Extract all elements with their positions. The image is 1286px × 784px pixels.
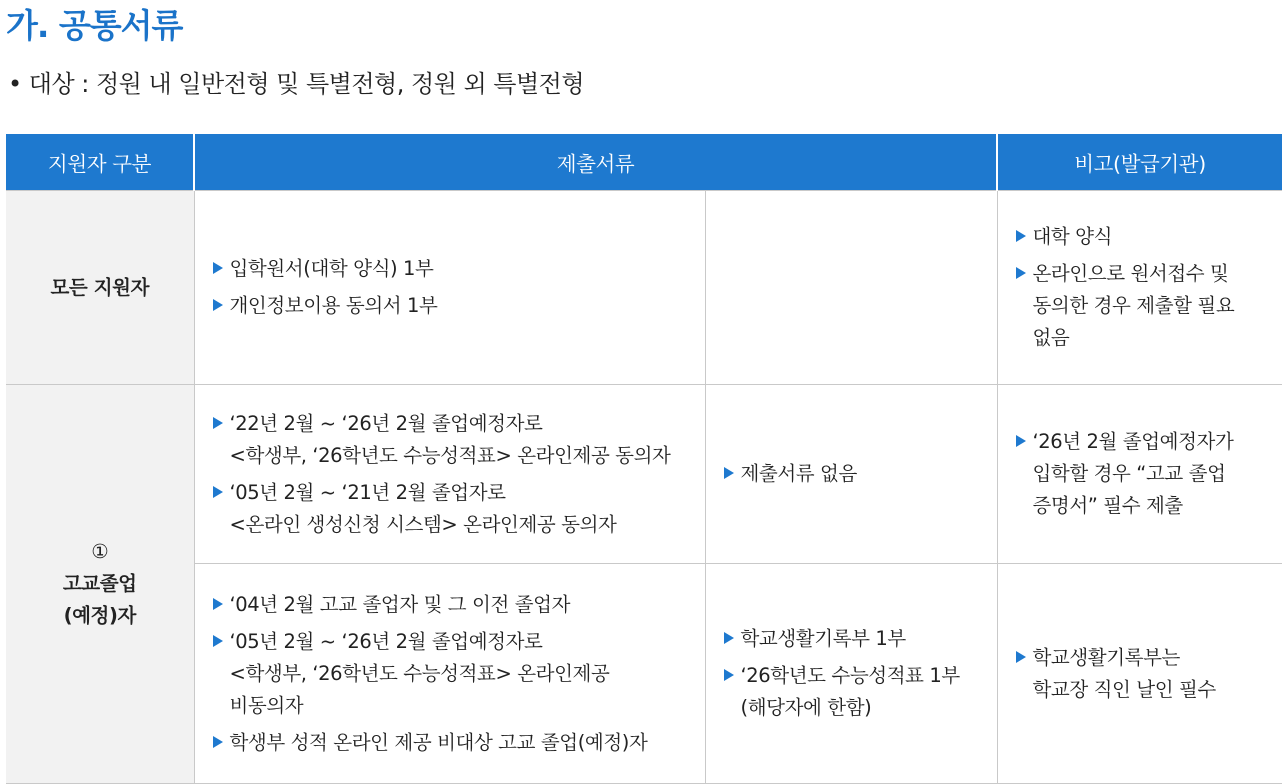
table-header-row — [6, 134, 1282, 191]
section-title: 가. 공통서류 — [6, 6, 183, 45]
list-item: 온라인으로 원서접수 및 동의한 경우 제출할 필요 없음 — [1016, 258, 1283, 354]
list-item: ‘26학년도 수능성적표 1부 (해당자에 한함) — [724, 660, 997, 724]
category-high-school-graduates — [6, 385, 194, 784]
list-item: 학교생활기록부 1부 — [724, 623, 997, 655]
list-item: ‘04년 2월 고교 졸업자 및 그 이전 졸업자 — [213, 589, 705, 621]
triangle-bullet-icon — [1016, 267, 1026, 279]
triangle-bullet-icon — [213, 635, 223, 647]
list-item: 개인정보이용 동의서 1부 — [213, 290, 705, 322]
triangle-bullet-icon — [213, 262, 223, 274]
list-item: ‘05년 2월 ~ ‘26년 2월 졸업예정자로 <학생부, ‘26학년도 수능성적표> 온라인제공 비동의자 — [213, 626, 705, 722]
submit-cell — [705, 564, 997, 784]
list-item: 학생부 성적 온라인 제공 비대상 고교 졸업(예정)자 — [213, 727, 705, 759]
list-item: 대학 양식 — [1016, 221, 1283, 253]
documents-table — [6, 134, 1282, 784]
triangle-bullet-icon — [1016, 230, 1026, 242]
list-item: ‘22년 2월 ~ ‘26년 2월 졸업예정자로 <학생부, ‘26학년도 수능성적표> 온라인제공 동의자 — [213, 408, 705, 472]
docs-cell — [194, 564, 705, 784]
list-item: 제출서류 없음 — [724, 458, 997, 490]
header-applicant: 지원자 구분 — [6, 134, 194, 191]
submit-cell-empty — [705, 191, 997, 385]
triangle-bullet-icon — [724, 632, 734, 644]
docs-cell — [194, 191, 705, 385]
table-row — [6, 191, 1282, 385]
header-remarks: 비고(발급기관) — [997, 134, 1282, 191]
docs-cell — [194, 385, 705, 564]
triangle-bullet-icon — [1016, 651, 1026, 663]
triangle-bullet-icon — [213, 417, 223, 429]
list-item: 입학원서(대학 양식) 1부 — [213, 253, 705, 285]
triangle-bullet-icon — [724, 669, 734, 681]
table-row — [6, 385, 1282, 564]
target-line: • 대상 : 정원 내 일반전형 및 특별전형, 정원 외 특별전형 — [8, 70, 585, 98]
category-number: ① — [91, 540, 109, 563]
list-item: 학교생활기록부는 학교장 직인 날인 필수 — [1016, 642, 1283, 706]
submit-cell — [705, 385, 997, 564]
list-item: ‘05년 2월 ~ ‘21년 2월 졸업자로 <온라인 생성신청 시스템> 온라인제공 동의자 — [213, 477, 705, 541]
remarks-cell — [997, 564, 1282, 784]
remarks-cell — [997, 385, 1282, 564]
triangle-bullet-icon — [213, 736, 223, 748]
remarks-cell — [997, 191, 1282, 385]
category-label-line2: (예정)자 — [63, 604, 136, 627]
triangle-bullet-icon — [213, 299, 223, 311]
table-row — [6, 564, 1282, 784]
triangle-bullet-icon — [213, 598, 223, 610]
category-label-line1: 고교졸업 — [62, 572, 137, 595]
triangle-bullet-icon — [724, 467, 734, 479]
category-all-applicants: 모든 지원자 — [6, 191, 194, 385]
triangle-bullet-icon — [1016, 435, 1026, 447]
triangle-bullet-icon — [213, 486, 223, 498]
list-item: ‘26년 2월 졸업예정자가 입학할 경우 “고교 졸업 증명서” 필수 제출 — [1016, 426, 1283, 522]
header-documents: 제출서류 — [194, 134, 997, 191]
